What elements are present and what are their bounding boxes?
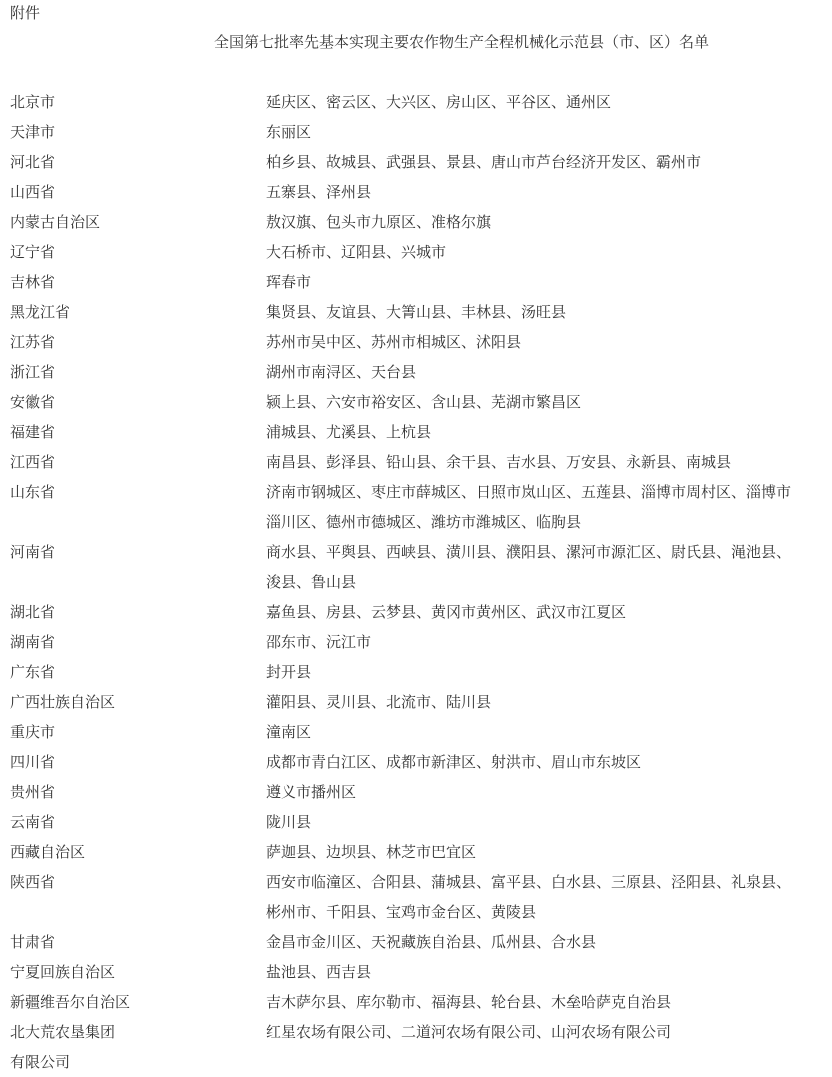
- county-list: 萨迦县、边坝县、林芝市巴宜区: [266, 843, 477, 861]
- list-item: [0, 687, 832, 717]
- list-item: [0, 267, 832, 297]
- county-list: 五寨县、泽州县: [266, 183, 372, 201]
- region-name: 四川省: [10, 753, 56, 771]
- county-list: 浦城县、尤溪县、上杭县: [266, 423, 432, 441]
- list-item: [0, 477, 832, 537]
- region-name: 广西壮族自治区: [10, 693, 116, 711]
- county-list: 苏州市吴中区、苏州市相城区、沭阳县: [266, 333, 522, 351]
- county-list: 盐池县、西吉县: [266, 963, 372, 981]
- list-item: [0, 987, 832, 1017]
- region-name: 北京市: [10, 93, 56, 111]
- list-item: [0, 777, 832, 807]
- county-list: 西安市临潼区、合阳县、蒲城县、富平县、白水县、三原县、泾阳县、礼泉县、彬州市、千阳县、宝鸡市金台区、黄陵县: [266, 873, 792, 921]
- county-list: 成都市青白江区、成都市新津区、射洪市、眉山市东坡区: [266, 753, 642, 771]
- county-list: 陇川县: [266, 813, 312, 831]
- list-item: [0, 447, 832, 477]
- list-item: [0, 237, 832, 267]
- region-name: 重庆市: [10, 723, 56, 741]
- region-name: 安徽省: [10, 393, 56, 411]
- region-name: 河南省: [10, 543, 56, 561]
- county-list: 大石桥市、辽阳县、兴城市: [266, 243, 447, 261]
- county-list: 商水县、平舆县、西峡县、潢川县、濮阳县、漯河市源汇区、尉氏县、渑池县、浚县、鲁山县: [266, 543, 792, 591]
- county-list: 南昌县、彭泽县、铅山县、余干县、吉水县、万安县、永新县、南城县: [266, 453, 732, 471]
- county-list: 灌阳县、灵川县、北流市、陆川县: [266, 693, 492, 711]
- list-item: [0, 357, 832, 387]
- region-name: 山东省: [10, 483, 56, 501]
- county-list: 封开县: [266, 663, 312, 681]
- county-list: 潼南区: [266, 723, 312, 741]
- county-list: 金昌市金川区、天祝藏族自治县、瓜州县、合水县: [266, 933, 597, 951]
- county-list: 集贤县、友谊县、大箐山县、丰林县、汤旺县: [266, 303, 567, 321]
- region-name: 江苏省: [10, 333, 56, 351]
- county-list: 颍上县、六安市裕安区、含山县、芜湖市繁昌区: [266, 393, 582, 411]
- list-item: [0, 177, 832, 207]
- list-item: [0, 87, 832, 117]
- county-list: 湖州市南浔区、天台县: [266, 363, 417, 381]
- region-name: 吉林省: [10, 273, 56, 291]
- region-name: 湖南省: [10, 633, 56, 651]
- list-item: [0, 627, 832, 657]
- county-list: 嘉鱼县、房县、云梦县、黄冈市黄州区、武汉市江夏区: [266, 603, 627, 621]
- region-name: 甘肃省: [10, 933, 56, 951]
- region-name: 广东省: [10, 663, 56, 681]
- region-name: 宁夏回族自治区: [10, 963, 116, 981]
- region-name: 贵州省: [10, 783, 56, 801]
- county-list: 延庆区、密云区、大兴区、房山区、平谷区、通州区: [266, 93, 612, 111]
- list-item: [0, 537, 832, 597]
- region-name: 辽宁省: [10, 243, 56, 261]
- county-list: 邵东市、沅江市: [266, 633, 372, 651]
- region-name: 天津市: [10, 123, 56, 141]
- list-item: [0, 387, 832, 417]
- demonstration-county-list: [0, 87, 832, 1071]
- county-list: 红星农场有限公司、二道河农场有限公司、山河农场有限公司: [266, 1023, 672, 1041]
- county-list: 柏乡县、故城县、武强县、景县、唐山市芦台经济开发区、霸州市: [266, 153, 702, 171]
- region-name: 浙江省: [10, 363, 56, 381]
- region-name: 江西省: [10, 453, 56, 471]
- list-item: [0, 927, 832, 957]
- region-name: 新疆维吾尔自治区: [10, 993, 131, 1011]
- county-list: 敖汉旗、包头市九原区、准格尔旗: [266, 213, 492, 231]
- list-item: [0, 807, 832, 837]
- list-item: [0, 417, 832, 447]
- document-title: 全国第七批率先基本实现主要农作物生产全程机械化示范县（市、区）名单: [214, 33, 710, 51]
- list-item: [0, 597, 832, 627]
- list-item: [0, 717, 832, 747]
- list-item: [0, 867, 832, 927]
- region-name: 福建省: [10, 423, 56, 441]
- county-list: 遵义市播州区: [266, 783, 357, 801]
- region-name: 河北省: [10, 153, 56, 171]
- list-item: [0, 207, 832, 237]
- region-name: 云南省: [10, 813, 56, 831]
- region-name: 北大荒农垦集团 有限公司: [10, 1023, 116, 1071]
- list-item: [0, 147, 832, 177]
- list-item: [0, 747, 832, 777]
- list-item: [0, 327, 832, 357]
- region-name: 西藏自治区: [10, 843, 86, 861]
- list-item: [0, 1017, 832, 1071]
- region-name: 内蒙古自治区: [10, 213, 101, 231]
- county-list: 吉木萨尔县、库尔勒市、福海县、轮台县、木垒哈萨克自治县: [266, 993, 672, 1011]
- attachment-label: 附件: [10, 4, 41, 22]
- list-item: [0, 957, 832, 987]
- region-name: 湖北省: [10, 603, 56, 621]
- list-item: [0, 297, 832, 327]
- list-item: [0, 657, 832, 687]
- list-item: [0, 837, 832, 867]
- county-list: 济南市钢城区、枣庄市薛城区、日照市岚山区、五莲县、淄博市周村区、淄博市淄川区、德州市德城区、潍坊市潍城区、临朐县: [266, 483, 792, 531]
- county-list: 珲春市: [266, 273, 312, 291]
- region-name: 黑龙江省: [10, 303, 71, 321]
- region-name: 陕西省: [10, 873, 56, 891]
- county-list: 东丽区: [266, 123, 312, 141]
- list-item: [0, 117, 832, 147]
- region-name: 山西省: [10, 183, 56, 201]
